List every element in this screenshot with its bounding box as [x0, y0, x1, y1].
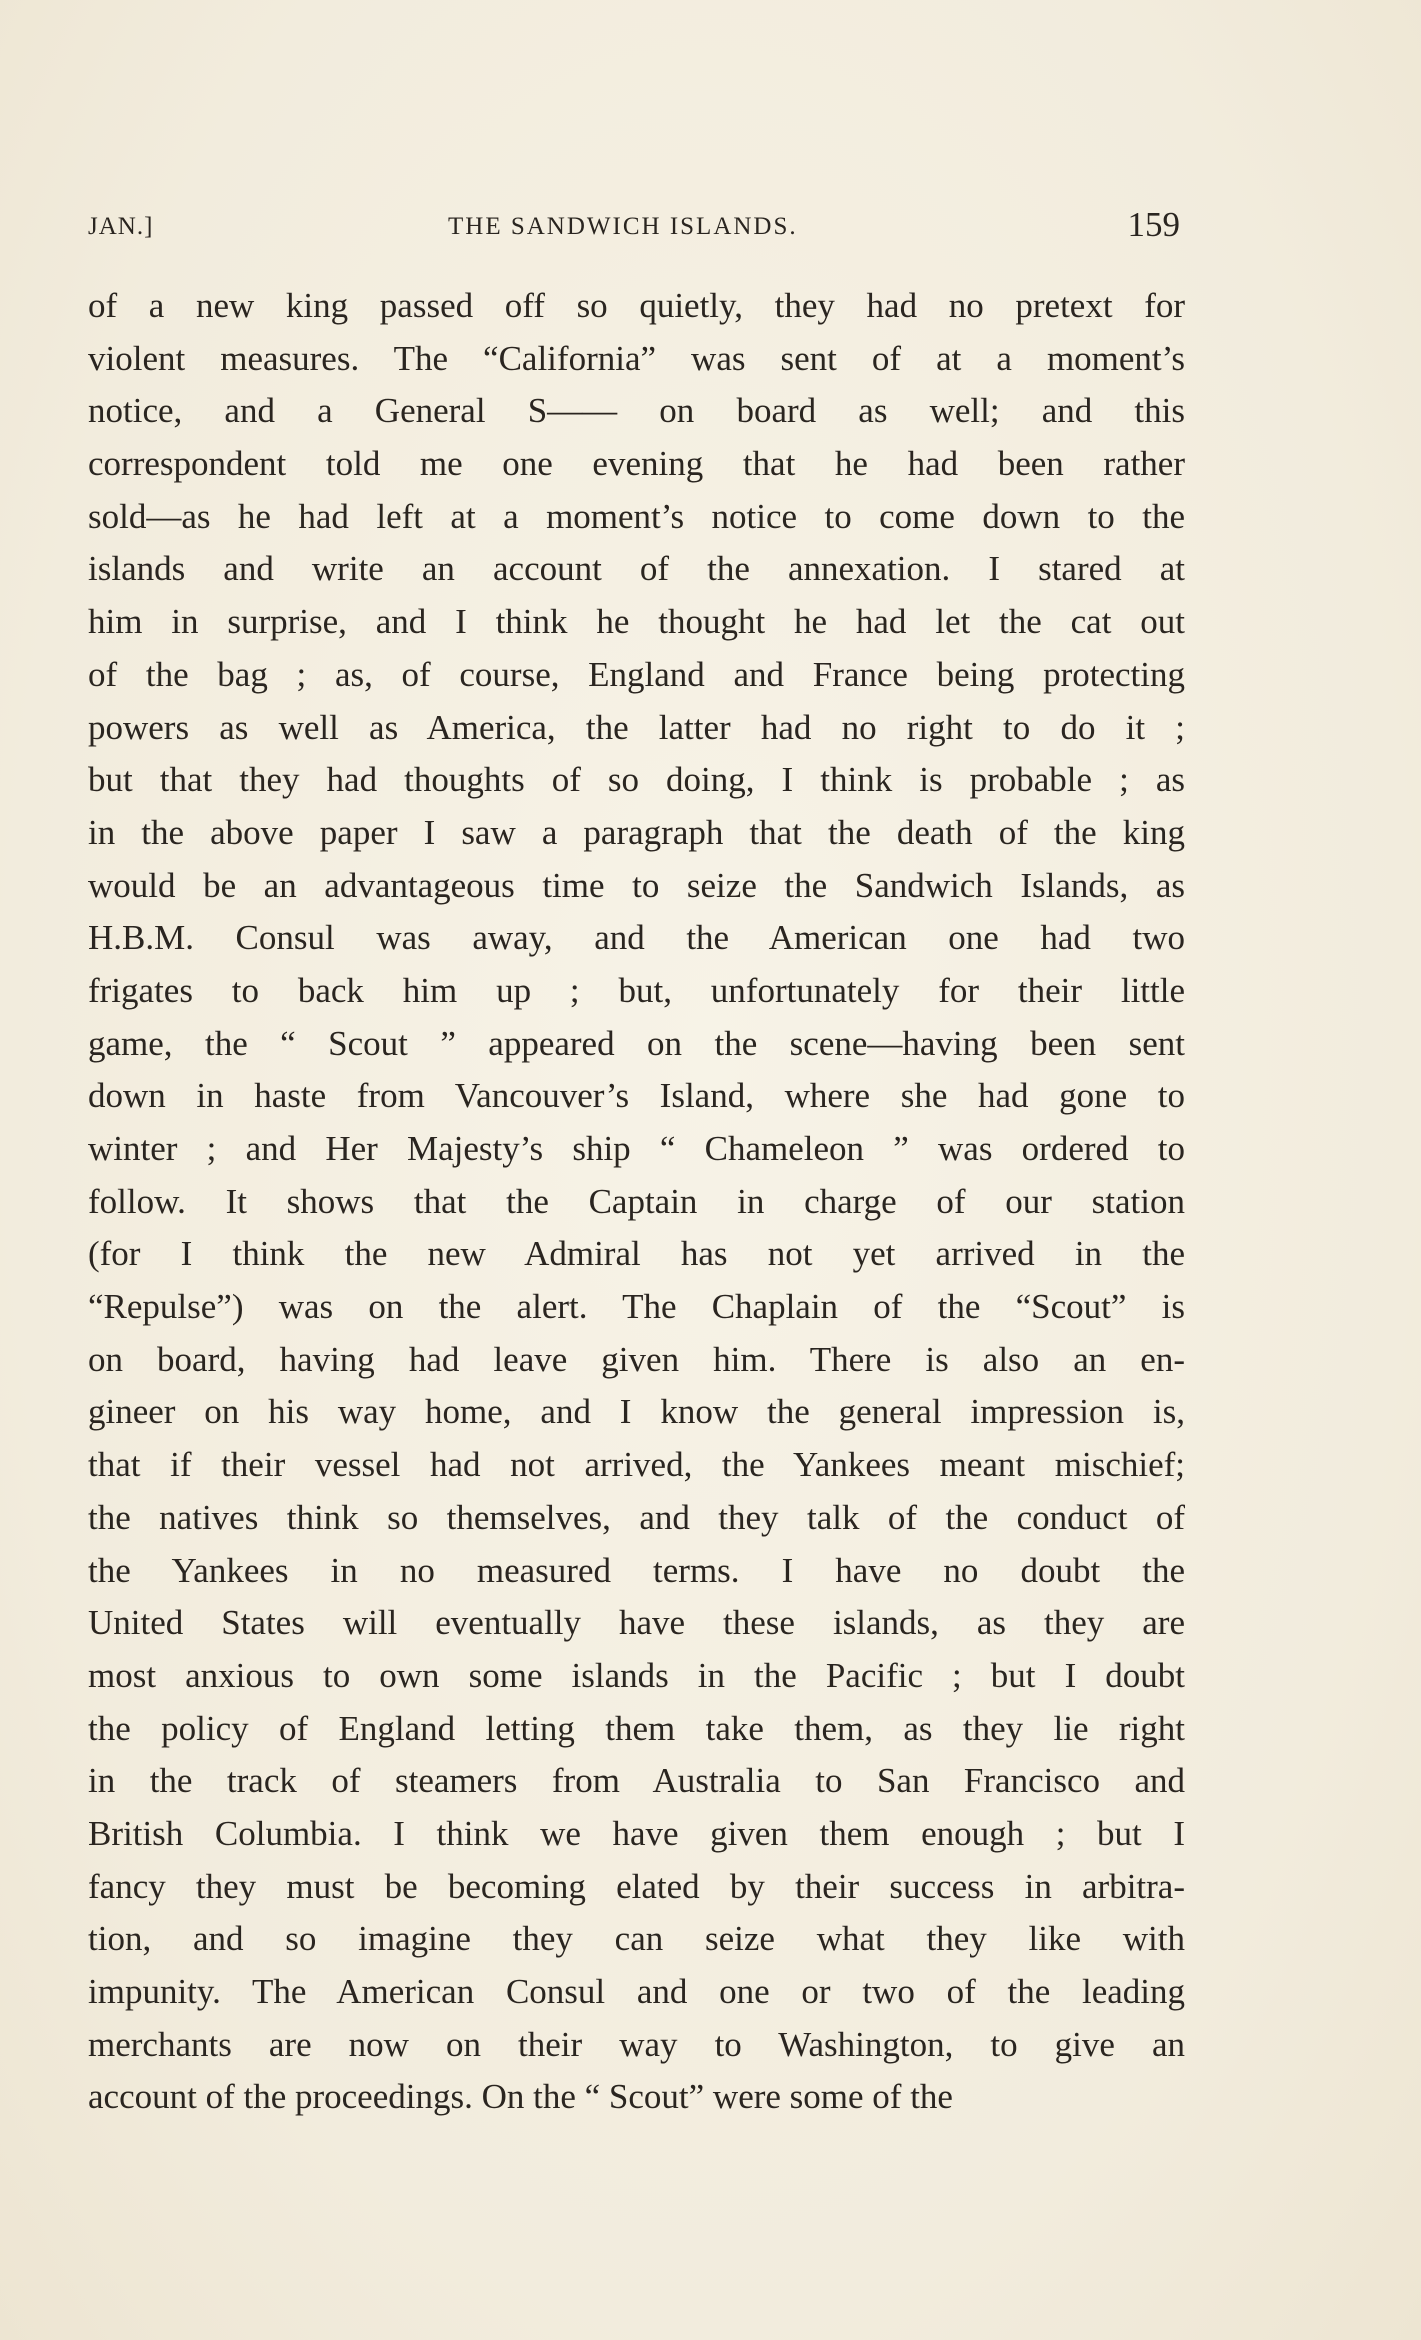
text-line: violent measures. The “California” was sent of at a moment’s — [88, 338, 1185, 378]
text-line: sold—as he had left at a moment’s notice to come down to the — [88, 496, 1185, 536]
text-line: in the track of steamers from Australia to San Francisco and — [88, 1761, 1185, 1801]
page-number: 159 — [1127, 205, 1180, 244]
text-line: (for I think the new Admiral has not yet arrived in the — [88, 1234, 1185, 1274]
text-line: H.B.M. Consul was away, and the American one had two — [88, 918, 1185, 958]
text-line: winter ; and Her Majesty’s ship “ Chameleon ” was ordered to — [88, 1129, 1185, 1168]
text-line: frigates to back him up ; but, unfortunately for their little — [88, 970, 1185, 1010]
text-line: most anxious to own some islands in the Pacific ; but I doubt — [88, 1655, 1185, 1695]
text-line: account of the proceedings. On the “ Scout” were some of the — [88, 2077, 953, 2117]
text-line: “Repulse”) was on the alert. The Chaplain of the “Scout” is — [88, 1287, 1185, 1327]
text-line: that if their vessel had not arrived, the Yankees meant mischief; — [88, 1445, 1185, 1485]
text-line: the Yankees in no measured terms. I have no doubt the — [88, 1550, 1185, 1590]
text-line: tion, and so imagine they can seize what they like with — [88, 1919, 1185, 1959]
text-line: impunity. The American Consul and one or two of the leading — [88, 1972, 1185, 2011]
text-line: notice, and a General S—— on board as well; and this — [88, 391, 1185, 431]
text-line: the natives think so themselves, and they talk of the conduct of — [88, 1497, 1185, 1537]
text-line: islands and write an account of the annexation. I stared at — [88, 549, 1185, 589]
text-line: of a new king passed off so quietly, they had no pretext for — [88, 286, 1185, 325]
text-line: down in haste from Vancouver’s Island, where she had gone to — [88, 1076, 1185, 1116]
text-line: United States will eventually have these islands, as they are — [88, 1603, 1185, 1643]
text-line: gineer on his way home, and I know the general impression is, — [88, 1392, 1185, 1432]
text-line: the policy of England letting them take them, as they lie right — [88, 1708, 1185, 1748]
text-line: British Columbia. I think we have given them enough ; but I — [88, 1813, 1185, 1853]
text-line: of the bag ; as, of course, England and France being protecting — [88, 654, 1185, 694]
text-line: correspondent told me one evening that he had been rather — [88, 444, 1185, 484]
text-line: in the above paper I saw a paragraph that the death of the king — [88, 812, 1185, 852]
running-header-title: THE SANDWICH ISLANDS. — [448, 213, 798, 240]
running-header — [88, 205, 1180, 249]
text-line: him in surprise, and I think he thought he had let the cat out — [88, 602, 1185, 642]
text-line: would be an advantageous time to seize the Sandwich Islands, as — [88, 865, 1185, 905]
text-line: on board, having had leave given him. There is also an en- — [88, 1339, 1185, 1379]
body-text — [88, 280, 1185, 2124]
running-header-month: JAN.] — [88, 213, 154, 240]
text-line: follow. It shows that the Captain in charge of our station — [88, 1181, 1185, 1221]
text-line: game, the “ Scout ” appeared on the scene—having been sent — [88, 1023, 1185, 1063]
text-line: fancy they must be becoming elated by their success in arbitra- — [88, 1866, 1185, 1906]
text-line: merchants are now on their way to Washington, to give an — [88, 2024, 1185, 2064]
text-line: but that they had thoughts of so doing, I think is probable ; as — [88, 760, 1185, 800]
text-line: powers as well as America, the latter had no right to do it ; — [88, 707, 1185, 747]
